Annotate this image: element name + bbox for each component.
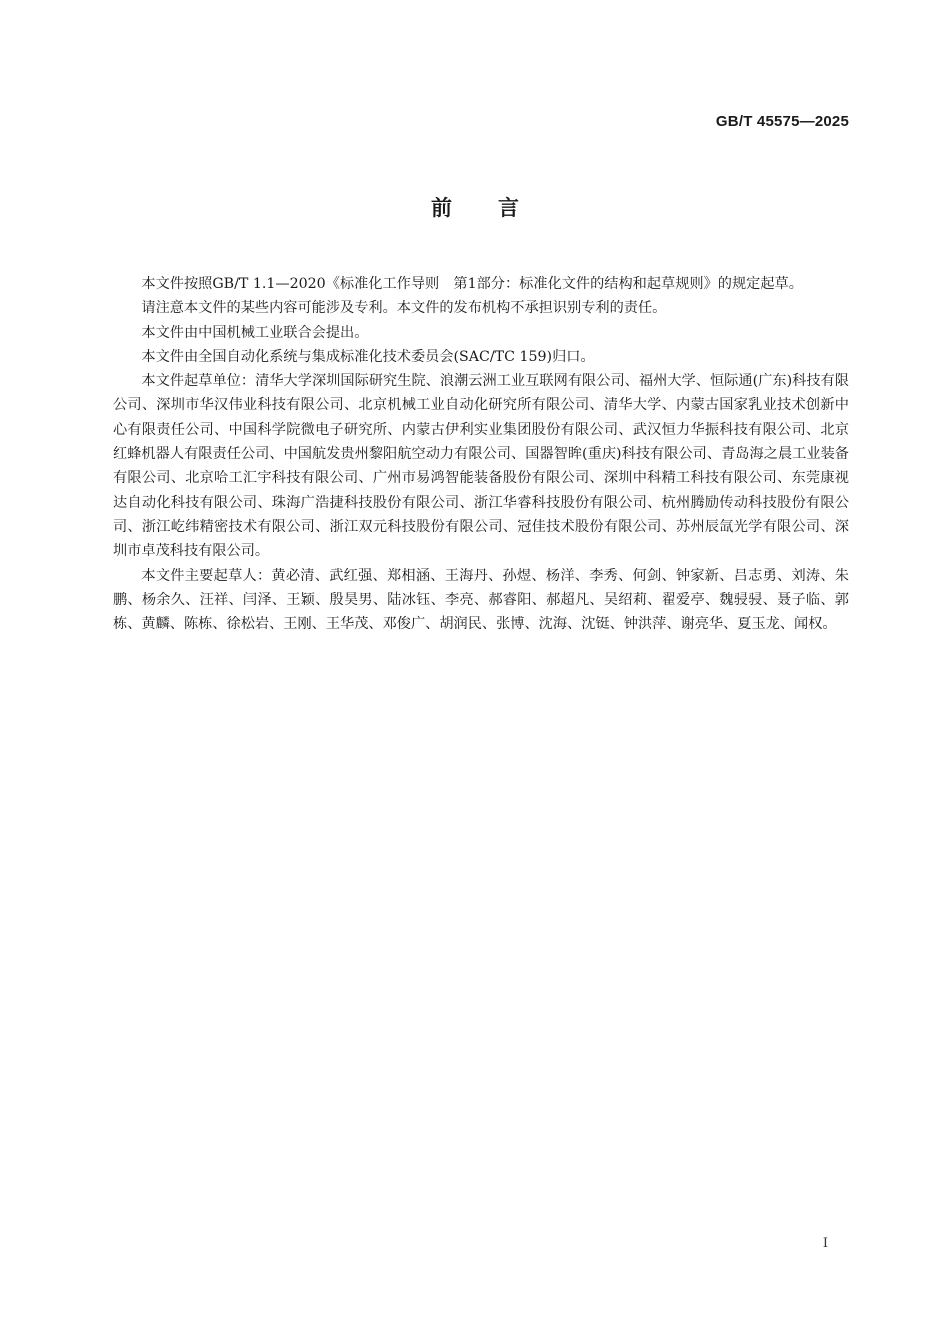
standard-number: GB/T 45575—2025 — [715, 113, 849, 130]
document-body — [113, 272, 849, 636]
paragraph-patent-notice: 请注意本文件的某些内容可能涉及专利。本文件的发布机构不承担识别专利的责任。 — [141, 300, 667, 317]
paragraph-main-drafters: 本文件主要起草人：黄必清、武红强、郑相涵、王海丹、孙煜、杨洋、李秀、何剑、钟家新、吕志勇、刘涛、朱鹏、杨余久、汪祥、闫泽、王颖、殷昊男、陆冰钰、李亮、郝睿阳、郝超凡、吴绍莉、翟爱亭、魏骎骎、聂子临、郭栋、黄麟、陈栋、徐松岩、王刚、王华茂、邓俊广、胡润民、张博、沈海、沈铤、钟洪萍、谢亮华、夏玉龙、闻权。 — [113, 567, 849, 633]
paragraph-proposer: 本文件由中国机械工业联合会提出。 — [141, 324, 369, 341]
paragraph-drafting-rules: 本文件按照GB/T 1.1—2020《标准化工作导则 第1部分：标准化文件的结构和起草规则》的规定起草。 — [141, 276, 803, 292]
page-title: 前言 — [431, 196, 565, 220]
paragraph-technical-committee: 本文件由全国自动化系统与集成标准化技术委员会(SAC/TC 159)归口。 — [141, 348, 595, 365]
page-number: I — [822, 1236, 828, 1251]
paragraph-drafting-units: 本文件起草单位：清华大学深圳国际研究生院、浪潮云洲工业互联网有限公司、福州大学、恒际通(广东)科技有限公司、深圳市华汉伟业科技有限公司、北京机械工业自动化研究所有限公司、清华大学、内蒙古国家乳业技术创新中心有限责任公司、中国科学院微电子研究所、内蒙古伊利实业集团股份有限公司、武汉恒力华振科技有限公司、北京红蜂机器人有限责任公司、中国航发贵州黎阳航空动力有限公司、国器智眸(重庆)科技有限公司、青岛海之晨工业装备有限公司、北京哈工汇宇科技有限公司、广州市易鸿智能装备股份有限公司、深圳中科精工科技有限公司、东莞康视达自动化科技有限公司、珠海广浩捷科技股份有限公司、浙江华睿科技股份有限公司、杭州腾励传动科技股份有限公司、浙江屹纬精密技术有限公司、浙江双元科技股份有限公司、冠佳技术股份有限公司、苏州辰氙光学有限公司、深圳市卓茂科技有限公司。 — [113, 373, 849, 560]
